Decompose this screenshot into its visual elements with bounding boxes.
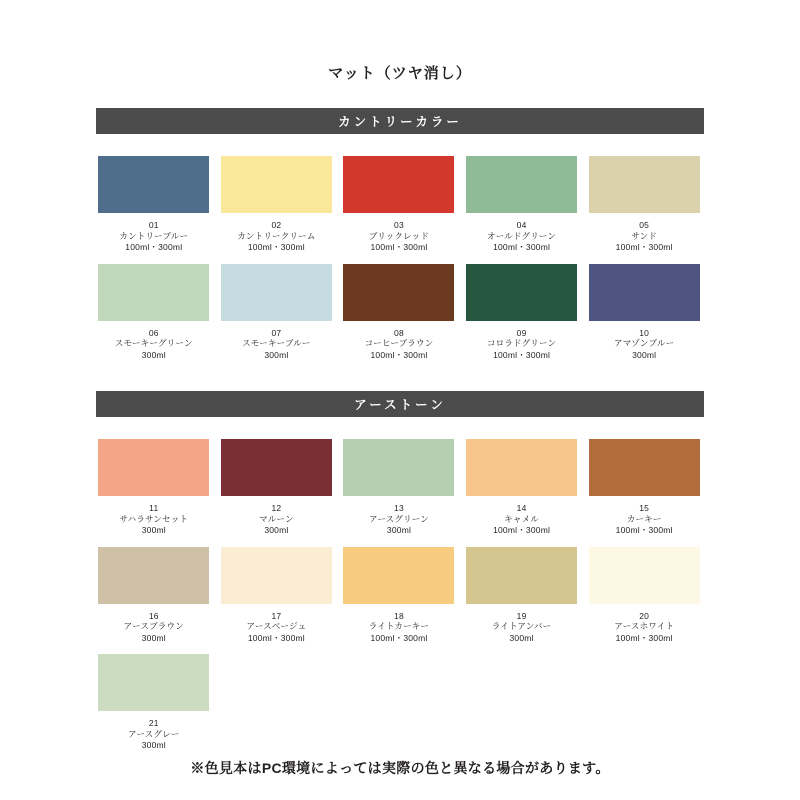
section-band-country-label: カントリーカラー [338, 115, 462, 129]
color-chip[interactable] [466, 156, 577, 213]
swatch-size: 100ml・300ml [493, 242, 551, 253]
swatch-size: 300ml [632, 349, 657, 360]
swatch-cell[interactable] [96, 439, 212, 537]
swatch-grid-country [96, 156, 704, 371]
color-chip[interactable] [589, 264, 700, 321]
swatch-number: 19 [516, 610, 527, 621]
swatch-number: 09 [516, 327, 527, 338]
swatch-size: 300ml [509, 632, 534, 643]
swatch-size: 100ml・300ml [615, 242, 673, 253]
swatch-size: 300ml [386, 525, 412, 536]
swatch-name: カントリークリーム [237, 230, 316, 241]
color-chip[interactable] [343, 264, 454, 321]
swatch-number: 10 [639, 327, 650, 338]
swatch-cell[interactable] [96, 547, 212, 645]
color-chip[interactable] [221, 156, 332, 213]
swatch-number: 21 [148, 718, 159, 729]
swatch-number: 05 [639, 220, 650, 230]
swatch-number: 03 [394, 220, 404, 230]
swatch-size: 300ml [264, 525, 289, 536]
swatch-size: 100ml・300ml [493, 525, 551, 536]
section-band-country [96, 108, 704, 134]
swatch-size: 100ml・300ml [493, 349, 551, 360]
color-chip[interactable] [343, 156, 454, 213]
color-chip[interactable] [466, 264, 577, 321]
swatch-name: アースグリーン [368, 513, 430, 524]
swatch-size: 100ml・300ml [247, 632, 305, 643]
swatch-cell[interactable] [341, 439, 457, 537]
swatch-name: アースベージュ [246, 621, 307, 632]
swatch-cell[interactable] [219, 439, 335, 537]
swatch-name: アマゾンブルー [614, 338, 675, 349]
color-chip[interactable] [98, 156, 209, 213]
swatch-size: 300ml [141, 525, 166, 536]
swatch-name: ブリックレッド [368, 230, 430, 241]
swatch-cell[interactable] [464, 547, 580, 645]
swatch-size: 100ml・300ml [615, 632, 673, 643]
swatch-name: アースホワイト [614, 621, 675, 632]
swatch-name: アースグレー [128, 728, 180, 739]
swatch-name: サハラサンセット [119, 513, 189, 524]
swatch-name: キャメル [504, 513, 539, 524]
section-band-earth [96, 391, 704, 417]
color-chip[interactable] [343, 439, 454, 496]
swatch-number: 11 [149, 503, 159, 514]
swatch-grid-earth [96, 439, 704, 762]
swatch-size: 100ml・300ml [370, 632, 428, 643]
swatch-name: ライトアンバー [491, 621, 552, 632]
swatch-size: 300ml [141, 349, 166, 360]
color-chip[interactable] [221, 547, 332, 604]
swatch-cell[interactable] [586, 547, 702, 645]
swatch-cell[interactable] [341, 547, 457, 645]
swatch-number: 07 [271, 327, 282, 338]
swatch-number: 02 [271, 220, 282, 230]
swatch-size: 300ml [141, 740, 166, 751]
swatch-name: マルーン [259, 513, 294, 524]
swatch-name: コーヒーブラウン [364, 338, 434, 349]
swatch-size: 100ml・300ml [370, 349, 428, 360]
color-chip[interactable] [589, 547, 700, 604]
swatch-name: スモーキーグリーン [114, 338, 193, 349]
swatch-name: コロラドグリーン [486, 338, 557, 349]
swatch-size: 100ml・300ml [125, 242, 183, 253]
swatch-number: 17 [271, 610, 282, 621]
swatch-cell[interactable] [586, 156, 702, 254]
swatch-number: 01 [148, 220, 159, 230]
color-chip[interactable] [589, 156, 700, 213]
color-chip[interactable] [466, 547, 577, 604]
swatch-name: オールドグリーン [487, 230, 557, 241]
swatch-cell[interactable] [219, 264, 335, 362]
swatch-cell[interactable] [96, 654, 212, 752]
swatch-number: 16 [148, 610, 159, 621]
swatch-cell[interactable] [586, 264, 702, 362]
swatch-name: アースブラウン [123, 621, 184, 632]
color-chip[interactable] [343, 547, 454, 604]
swatch-number: 04 [516, 220, 527, 230]
swatch-size: 100ml・300ml [247, 242, 305, 253]
swatch-name: カントリーブルー [119, 230, 189, 241]
swatch-size: 100ml・300ml [370, 242, 428, 253]
swatch-cell[interactable] [464, 439, 580, 537]
swatch-name: ライトカーキー [368, 621, 430, 632]
color-chip[interactable] [98, 654, 209, 711]
swatch-cell[interactable] [96, 156, 212, 254]
swatch-cell[interactable] [464, 264, 580, 362]
swatch-number: 18 [394, 610, 404, 621]
color-chip[interactable] [98, 264, 209, 321]
color-chip[interactable] [221, 264, 332, 321]
swatch-size: 300ml [264, 349, 289, 360]
swatch-cell[interactable] [219, 156, 335, 254]
swatch-cell[interactable] [341, 156, 457, 254]
color-chip[interactable] [98, 439, 209, 496]
swatch-number: 12 [271, 503, 282, 514]
color-chip[interactable] [221, 439, 332, 496]
swatch-number: 15 [639, 503, 650, 514]
swatch-number: 08 [394, 327, 404, 338]
swatch-name: サンド [631, 230, 658, 241]
swatch-number: 13 [394, 503, 404, 514]
page-title: マット（ツヤ消し） [328, 65, 472, 82]
swatch-number: 20 [639, 610, 650, 621]
footnote: ※色見本はPC環境によっては実際の色と異なる場合があります。 [190, 760, 610, 776]
section-band-earth-label: アーストーン [354, 398, 446, 413]
swatch-cell[interactable] [586, 439, 702, 537]
swatch-number: 14 [516, 503, 527, 514]
swatch-cell[interactable] [96, 264, 212, 362]
swatch-number: 06 [148, 327, 159, 338]
swatch-name: カーキー [626, 513, 662, 524]
swatch-size: 300ml [141, 632, 166, 643]
swatch-size: 100ml・300ml [615, 525, 673, 536]
color-chip[interactable] [466, 439, 577, 496]
color-chip[interactable] [589, 439, 700, 496]
swatch-cell[interactable] [219, 547, 335, 645]
swatch-cell[interactable] [464, 156, 580, 254]
swatch-cell[interactable] [341, 264, 457, 362]
swatch-name: スモーキーブルー [242, 338, 311, 349]
color-chip[interactable] [98, 547, 209, 604]
